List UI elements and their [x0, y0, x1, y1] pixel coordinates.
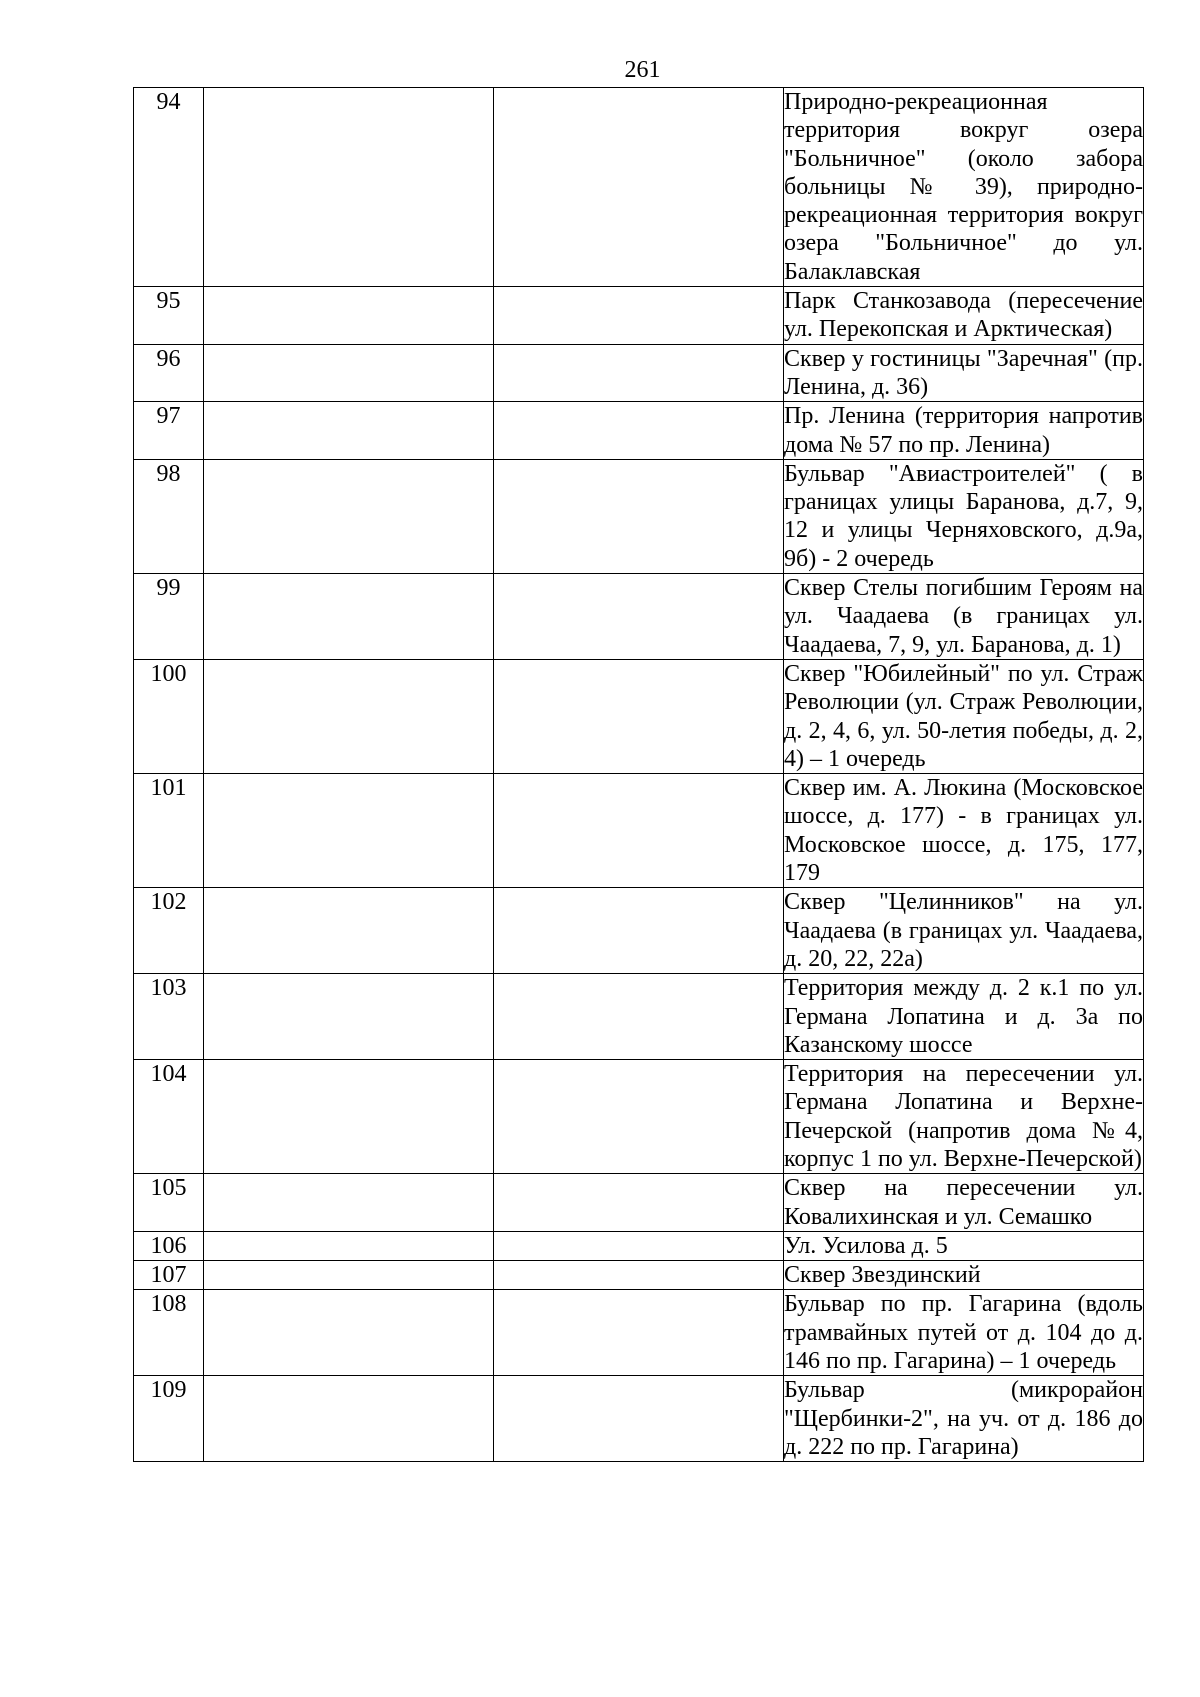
object-description: Сквер на пересечении ул. Ковалихинская и ул. Семашко: [784, 1175, 1143, 1230]
object-description: Территория между д. 2 к.1 по ул. Германа Лопатина и д. 3а по Казанскому шоссе: [784, 975, 1143, 1058]
table-row: [134, 1174, 1144, 1232]
object-description: Территория на пересечении ул. Германа Лопатина и Верхне-Печерской (напротив дома №4, корпус 1 по ул. Верхне-Печерской): [784, 1061, 1143, 1172]
object-description: Сквер "Целинников" на ул. Чаадаева (в границах ул. Чаадаева, д. 20, 22, 22а): [784, 889, 1143, 972]
empty-cell: [494, 402, 784, 460]
empty-cell: [494, 287, 784, 345]
empty-cell: [494, 1376, 784, 1462]
row-number-cell: 103: [134, 974, 204, 1060]
table-row: [134, 1290, 1144, 1376]
registry-table: [133, 87, 1144, 1462]
object-description-cell: [784, 574, 1144, 660]
empty-cell: [494, 88, 784, 287]
object-description: Сквер Звездинский: [784, 1262, 981, 1289]
object-description: Пр. Ленина (территория напротив дома № 57 по пр. Ленина): [784, 403, 1143, 458]
table-row: [134, 974, 1144, 1060]
table-row: [134, 1376, 1144, 1462]
empty-cell: [494, 1231, 784, 1260]
row-number-cell: 96: [134, 344, 204, 402]
object-description-cell: [784, 344, 1144, 402]
object-description-cell: [784, 1290, 1144, 1376]
empty-cell: [204, 888, 494, 974]
row-number-cell: 95: [134, 287, 204, 345]
row-number-cell: 105: [134, 1174, 204, 1232]
empty-cell: [494, 1261, 784, 1290]
row-number-cell: 108: [134, 1290, 204, 1376]
empty-cell: [494, 1290, 784, 1376]
object-description-cell: [784, 774, 1144, 888]
empty-cell: [204, 1261, 494, 1290]
empty-cell: [494, 459, 784, 573]
row-number-cell: 99: [134, 574, 204, 660]
empty-cell: [494, 1060, 784, 1174]
empty-cell: [494, 774, 784, 888]
empty-cell: [204, 287, 494, 345]
row-number-cell: 100: [134, 659, 204, 773]
table-row: [134, 287, 1144, 345]
table-row: [134, 1261, 1144, 1290]
object-description-cell: [784, 402, 1144, 460]
row-number-cell: 106: [134, 1231, 204, 1260]
empty-cell: [204, 88, 494, 287]
object-description-cell: [784, 1231, 1144, 1260]
object-description: Сквер "Юбилейный" по ул. Страж Революции (ул. Страж Революции, д. 2, 4, 6, ул. 50-летия победы, д. 2, 4) – 1 очередь: [784, 660, 1143, 772]
empty-cell: [204, 1376, 494, 1462]
row-number-cell: 97: [134, 402, 204, 460]
empty-cell: [494, 974, 784, 1060]
table-body: [134, 88, 1144, 1462]
table-row: [134, 574, 1144, 660]
page-number: 261: [624, 57, 661, 83]
object-description: Парк Станкозавода (пересечение ул. Перекопская и Арктическая): [784, 288, 1143, 343]
object-description: Бульвар (микрорайон "Щербинки-2", на уч. от д. 186 до д. 222 по пр. Гагарина): [784, 1377, 1143, 1460]
object-description-cell: [784, 287, 1144, 345]
object-description: Бульвар по пр. Гагарина (вдоль трамвайных путей от д. 104 до д. 146 по пр. Гагарина) – 1 очередь: [784, 1291, 1143, 1375]
empty-cell: [494, 659, 784, 773]
table-row: [134, 459, 1144, 573]
empty-cell: [204, 459, 494, 573]
object-description: Сквер им. А. Люкина (Московское шоссе, д. 177) - в границах ул. Московское шоссе, д. 175, 177, 179: [784, 775, 1143, 887]
empty-cell: [204, 402, 494, 460]
empty-cell: [494, 574, 784, 660]
object-description: Ул. Усилова д. 5: [784, 1232, 948, 1259]
empty-cell: [204, 1174, 494, 1232]
table-row: [134, 888, 1144, 974]
object-description-cell: [784, 1174, 1144, 1232]
row-number-cell: 107: [134, 1261, 204, 1290]
table-row: [134, 1060, 1144, 1174]
empty-cell: [204, 974, 494, 1060]
object-description-cell: [784, 888, 1144, 974]
object-description-cell: [784, 459, 1144, 573]
object-description-cell: [784, 974, 1144, 1060]
object-description: Природно-рекреационная территория вокруг озера "Больничное" (около забора больницы № 39), природно-рекреационная территория вокруг озера "Больничное" до ул. Балаклавская: [784, 89, 1143, 285]
empty-cell: [204, 659, 494, 773]
object-description: Сквер у гостиницы "Заречная" (пр. Ленина, д. 36): [784, 345, 1143, 400]
empty-cell: [204, 774, 494, 888]
row-number-cell: 109: [134, 1376, 204, 1462]
empty-cell: [494, 344, 784, 402]
table-row: [134, 402, 1144, 460]
empty-cell: [204, 1231, 494, 1260]
row-number-cell: 98: [134, 459, 204, 573]
empty-cell: [204, 574, 494, 660]
object-description-cell: [784, 659, 1144, 773]
table-row: [134, 344, 1144, 402]
object-description-cell: [784, 1261, 1144, 1290]
empty-cell: [494, 888, 784, 974]
object-description-cell: [784, 1376, 1144, 1462]
empty-cell: [204, 344, 494, 402]
empty-cell: [494, 1174, 784, 1232]
table-row: [134, 88, 1144, 287]
table-row: [134, 659, 1144, 773]
row-number-cell: 104: [134, 1060, 204, 1174]
table-row: [134, 774, 1144, 888]
row-number-cell: 94: [134, 88, 204, 287]
row-number-cell: 102: [134, 888, 204, 974]
empty-cell: [204, 1290, 494, 1376]
object-description: Сквер Стелы погибшим Героям на ул. Чаадаева (в границах ул. Чаадаева, 7, 9, ул. Баранова, д. 1): [784, 575, 1143, 658]
empty-cell: [204, 1060, 494, 1174]
object-description-cell: [784, 88, 1144, 287]
object-description: Бульвар "Авиастроителей" ( в границах улицы Баранова, д.7, 9, 12 и улицы Черняховского, д.9а, 9б) - 2 очередь: [784, 460, 1143, 572]
row-number-cell: 101: [134, 774, 204, 888]
table-row: [134, 1231, 1144, 1260]
object-description-cell: [784, 1060, 1144, 1174]
